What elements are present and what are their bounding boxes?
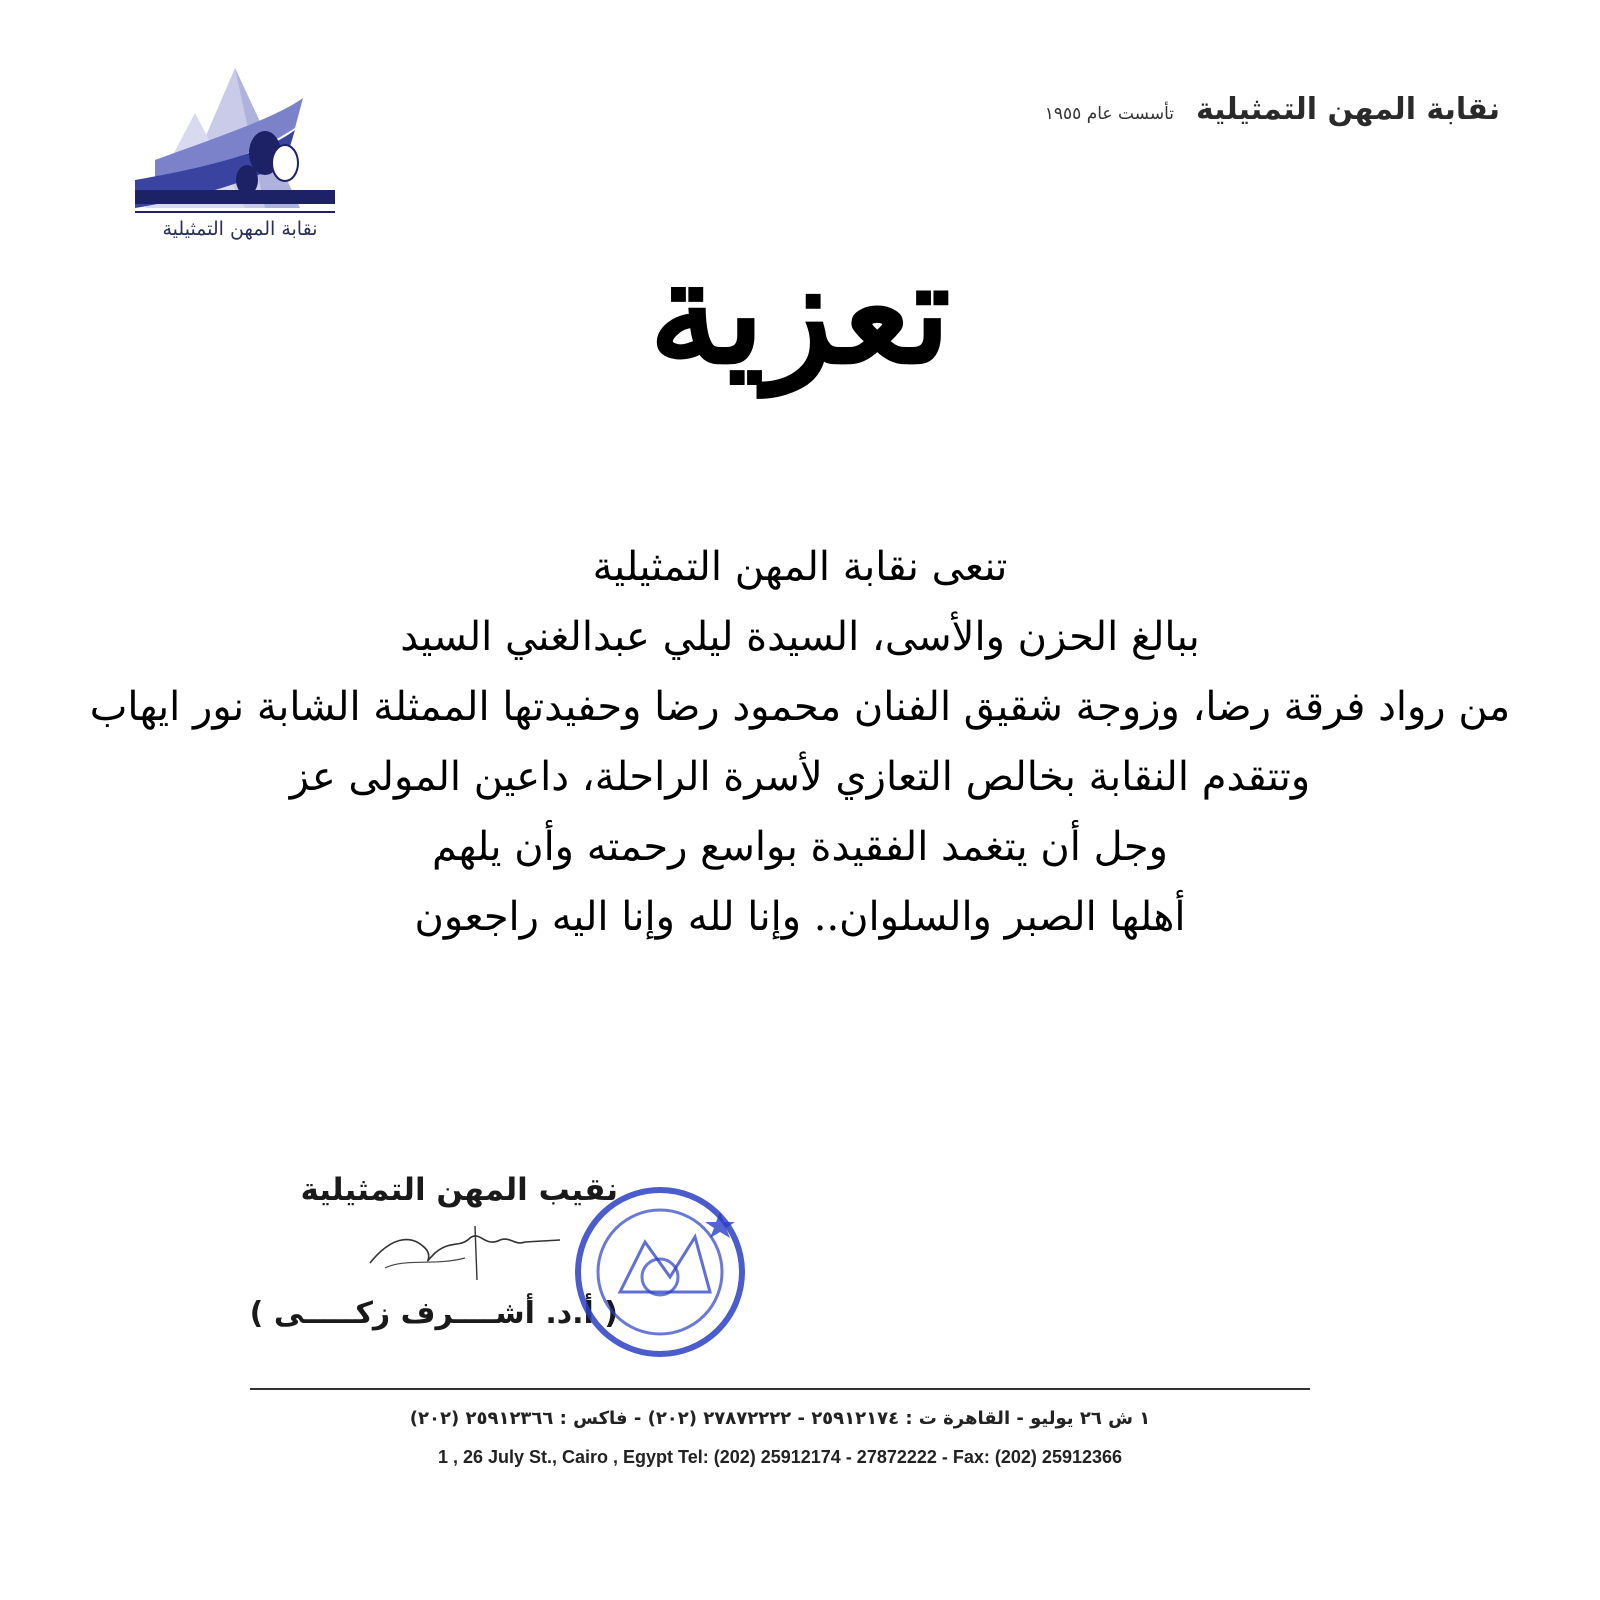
footer-divider: [250, 1388, 1310, 1390]
official-seal-stamp-icon: [570, 1182, 750, 1362]
letterhead: [1045, 92, 1500, 127]
handwritten-signature-icon: [365, 1218, 565, 1288]
logo-caption: نقابة المهن التمثيلية: [162, 218, 318, 240]
footer-address-english: 1 , 26 July St., Cairo , Egypt Tel: (202) 25912174 - 27872222 - Fax: (202) 25912366: [437, 1447, 1123, 1467]
org-logo: [135, 68, 345, 253]
page-title: تعزية: [648, 230, 952, 396]
header-org-name: نقابة المهن التمثيلية: [1195, 92, 1500, 127]
message-line: من رواد فرقة رضا، وزوجة شقيق الفنان محمود رضا وحفيدتها الممثلة الشابة نور ايهاب: [89, 684, 1511, 730]
signatory-title: نقيب المهن التمثيلية: [300, 1172, 618, 1208]
message-line: تنعى نقابة المهن التمثيلية: [592, 544, 1008, 590]
message-line: وتتقدم النقابة بخالص التعازي لأسرة الراحلة، داعين المولى عز: [289, 754, 1311, 800]
footer-address-arabic: ١ ش ٢٦ يوليو - القاهرة ت : ٢٥٩١٢١٧٤ - ٢٧٨٧٢٢٢٢ (٢٠٢) - فاكس : ٢٥٩١٢٣٦٦ (٢٠٢): [409, 1408, 1151, 1429]
signatory-name: ( أ.د. أشــــرف زكـــــى ): [249, 1296, 618, 1331]
message-line: أهلها الصبر والسلوان.. وإنا لله وإنا اليه راجعون: [414, 894, 1186, 940]
header-founded-date: تأسست عام ١٩٥٥: [1044, 104, 1174, 124]
message-line: وجل أن يتغمد الفقيدة بواسع رحمته وأن يلهم: [432, 824, 1168, 870]
condolence-message: [70, 532, 1530, 952]
message-line: ببالغ الحزن والأسى، السيدة ليلي عبدالغني السيد: [400, 614, 1200, 660]
